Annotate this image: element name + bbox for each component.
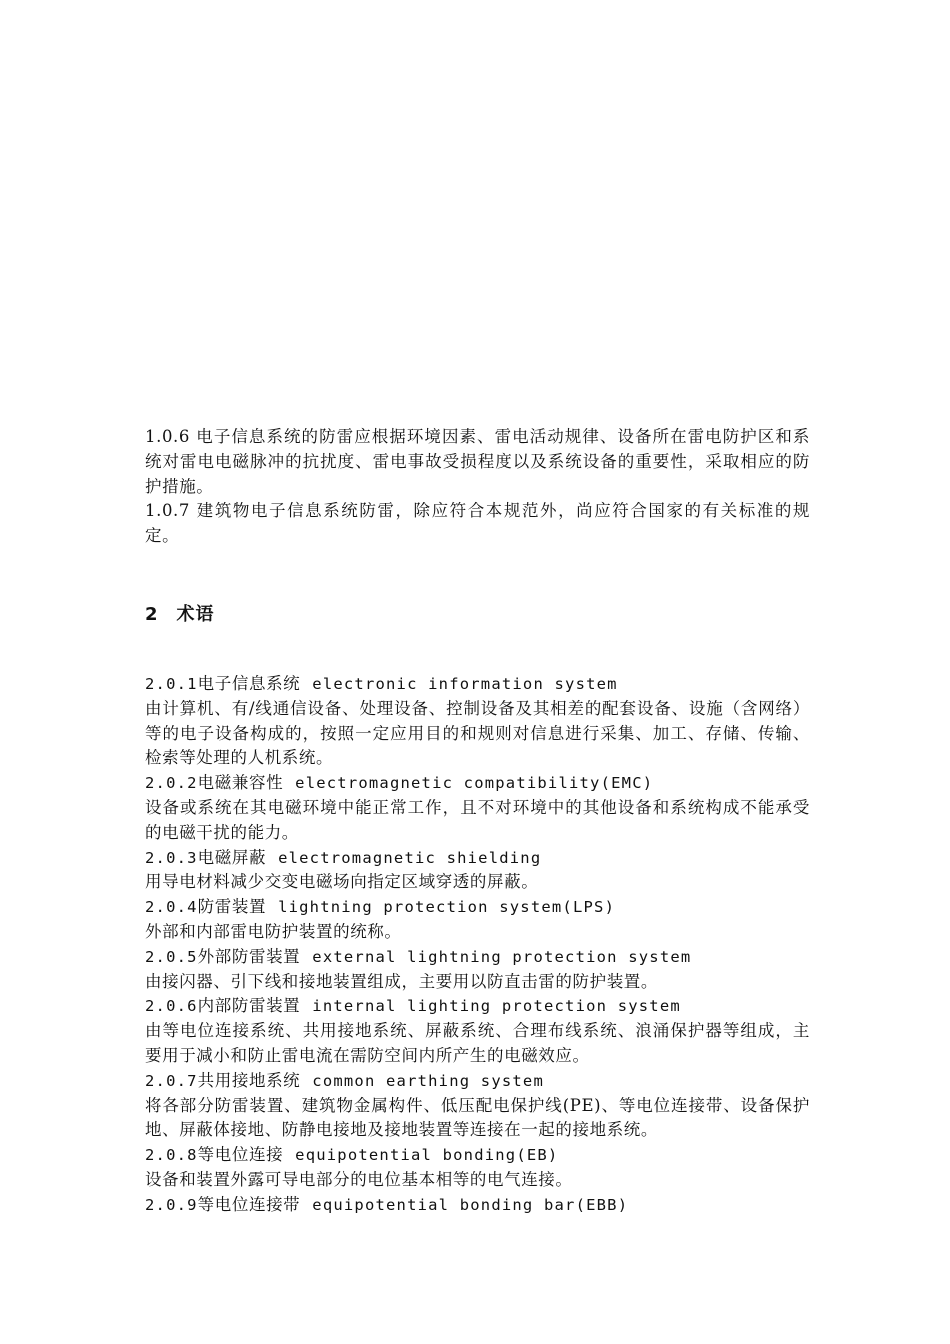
- term-number: 2.0.4: [145, 898, 198, 917]
- term-number: 2.0.8: [145, 1146, 198, 1165]
- term-chinese-name: 外部防雷装置: [197, 946, 301, 966]
- term-heading: [145, 1193, 810, 1218]
- term-english-name: lightning protection system(LPS): [278, 898, 616, 917]
- term-chinese-name: 共用接地系统: [197, 1070, 301, 1090]
- term-entry: [145, 771, 810, 845]
- term-definition: 由计算机、有/线通信设备、处理设备、控制设备及其相差的配套设备、设施（含网络）等的电子设备构成的，按照一定应用目的和规则对信息进行采集、加工、存储、传输、检索等处理的人机系统。: [145, 698, 810, 768]
- term-english-name: internal lighting protection system: [312, 997, 681, 1016]
- term-english-name: equipotential bonding bar(EBB): [312, 1195, 629, 1214]
- term-number: 2.0.9: [145, 1195, 198, 1214]
- term-entry: [145, 895, 810, 945]
- term-english-name: electromagnetic shielding: [278, 848, 542, 867]
- term-english-name: equipotential bonding(EB): [295, 1146, 559, 1165]
- clause-1-0-7: 1.0.7 建筑物电子信息系统防雷，除应符合本规范外，尚应符合国家的有关标准的规定。: [145, 501, 810, 546]
- term-entry: [145, 994, 810, 1068]
- term-definition: 设备和装置外露可导电部分的电位基本相等的电气连接。: [145, 1169, 573, 1189]
- term-heading: [145, 1069, 810, 1094]
- term-number: 2.0.7: [145, 1071, 198, 1090]
- term-number: 2.0.2: [145, 774, 198, 793]
- term-number: 2.0.1: [145, 675, 198, 693]
- section-number: 2: [145, 604, 159, 625]
- term-number: 2.0.3: [145, 848, 198, 867]
- term-heading: [145, 994, 810, 1019]
- term-entry: [145, 1069, 810, 1143]
- term-chinese-name: 电子信息系统: [197, 674, 301, 693]
- term-chinese-name: 防雷装置: [197, 897, 267, 917]
- term-english-name: external lightning protection system: [312, 947, 692, 966]
- term-definition: 外部和内部雷电防护装置的统称。: [145, 921, 402, 941]
- term-entry: [145, 672, 810, 771]
- term-entry: [145, 1193, 810, 1218]
- section-1-clauses: [145, 425, 810, 549]
- terms-list: [145, 672, 810, 1218]
- term-entry: [145, 846, 810, 896]
- term-heading: [145, 771, 810, 796]
- section-heading-terms: [145, 600, 215, 626]
- clause-1-0-6: 1.0.6 电子信息系统的防雷应根据环境因素、雷电活动规律、设备所在雷电防护区和系统对雷电电磁脉冲的抗扰度、雷电事故受损程度以及系统设备的重要性，采取相应的防护措施。: [145, 427, 810, 496]
- term-definition: 用导电材料减少交变电磁场向指定区域穿透的屏蔽。: [145, 872, 539, 892]
- term-english-name: common earthing system: [312, 1071, 544, 1090]
- term-chinese-name: 电磁兼容性: [197, 773, 284, 793]
- term-number: 2.0.5: [145, 947, 198, 966]
- term-chinese-name: 电磁屏蔽: [197, 847, 267, 867]
- term-heading: [145, 1143, 810, 1168]
- term-chinese-name: 内部防雷装置: [197, 996, 301, 1016]
- term-definition: 由等电位连接系统、共用接地系统、屏蔽系统、合理布线系统、浪涌保护器等组成，主要用于减小和防止雷电流在需防空间内所产生的电磁效应。: [145, 1021, 810, 1065]
- term-english-name: electromagnetic compatibility(EMC): [295, 774, 654, 793]
- term-heading: [145, 945, 810, 970]
- section-title: 术语: [176, 604, 215, 625]
- term-entry: [145, 945, 810, 995]
- term-definition: 设备或系统在其电磁环境中能正常工作，且不对环境中的其他设备和系统构成不能承受的电磁干扰的能力。: [145, 797, 810, 842]
- term-heading: [145, 895, 810, 920]
- term-chinese-name: 等电位连接带: [197, 1194, 301, 1214]
- term-definition: 将各部分防雷装置、建筑物金属构件、低压配电保护线(PE)、等电位连接带、设备保护地、屏蔽体接地、防静电接地及接地装置等连接在一起的接地系统。: [145, 1095, 810, 1140]
- term-chinese-name: 等电位连接: [197, 1145, 284, 1165]
- term-number: 2.0.6: [145, 997, 198, 1016]
- term-definition: 由接闪器、引下线和接地装置组成，主要用以防直击雷的防护装置。: [145, 971, 658, 991]
- term-english-name: electronic information system: [312, 675, 618, 693]
- term-heading: [145, 846, 810, 871]
- term-heading: [145, 672, 810, 697]
- term-entry: [145, 1143, 810, 1193]
